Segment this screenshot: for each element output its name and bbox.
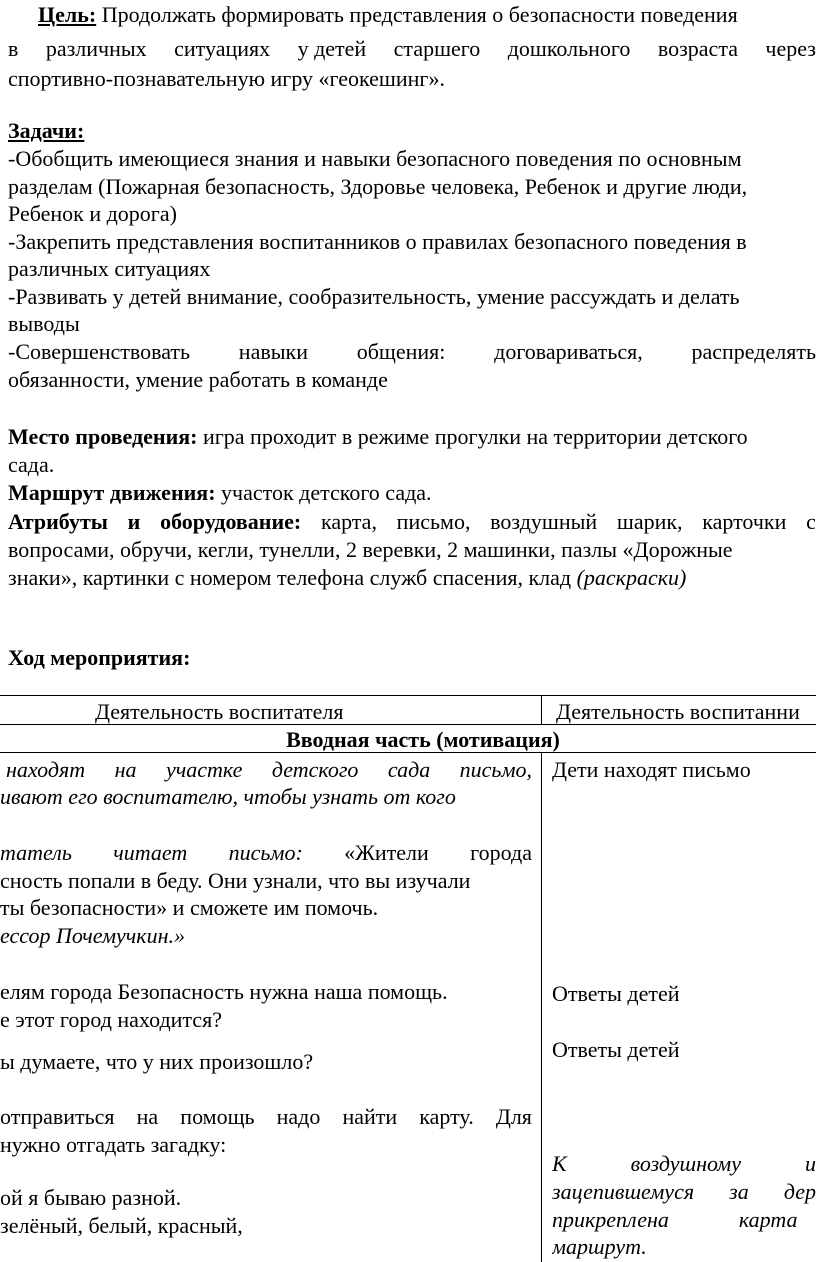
place-line-2: сада.	[8, 452, 55, 477]
left-word: сада	[387, 757, 431, 782]
route-label: Маршрут движения:	[8, 480, 216, 505]
left-word: отправиться	[0, 1104, 115, 1129]
left-row: сность попали в беду. Они узнали, что вы изучали	[0, 868, 471, 893]
left-word: детского	[271, 757, 359, 782]
right-word: К	[552, 1151, 567, 1176]
left-row	[6, 757, 532, 783]
right-row: Ответы детей	[552, 1037, 680, 1062]
left-word: письмо:	[228, 840, 303, 865]
task-line: разделам (Пожарная безопасность, Здоровье человека, Ребенок и другие люди,	[8, 174, 748, 199]
task-line: -Закрепить представления воспитанников о правилах безопасного поведения в	[8, 229, 747, 254]
left-row: е этот город находится?	[0, 1007, 222, 1032]
task-line: Ребенок и дорога)	[8, 201, 177, 226]
left-word: помощь	[180, 1104, 255, 1129]
course-title: Ход мероприятия:	[8, 645, 191, 670]
right-word: за	[729, 1179, 749, 1204]
equipment-label-word: и	[127, 509, 141, 534]
task-line: -Развивать у детей внимание, сообразительность, умение рассуждать и делать	[8, 284, 740, 309]
left-word: надо	[276, 1104, 321, 1129]
left-row: нужно отгадать загадку:	[0, 1132, 227, 1157]
task-word: договариваться,	[494, 339, 643, 364]
task-line: -Обобщить имеющиеся знания и навыки безопасного поведения по основным	[8, 146, 742, 171]
equipment-word: шарик,	[616, 509, 683, 534]
goal-text: Продолжать формировать представления о безопасности поведения	[101, 2, 738, 27]
equipment-label-word: Атрибуты	[8, 509, 108, 534]
left-word: города	[470, 840, 532, 865]
left-word: письмо,	[459, 757, 532, 782]
left-word: на	[136, 1104, 159, 1129]
left-row	[0, 840, 532, 866]
left-word: на	[114, 757, 137, 782]
right-word: прикреплена	[552, 1207, 669, 1232]
right-word: дер	[783, 1179, 816, 1204]
task-word: общения:	[356, 339, 446, 364]
tasks-heading: Задачи:	[8, 118, 85, 143]
left-word: находят	[6, 757, 86, 782]
left-word: карту.	[419, 1104, 474, 1129]
right-row: Дети находят письмо	[552, 757, 751, 782]
goal-word: возраста	[657, 36, 738, 61]
route-text: участок детского сада.	[215, 480, 432, 505]
right-word: воздушному	[630, 1151, 741, 1176]
header-children: Деятельность воспитанни	[556, 699, 800, 724]
table-column-divider	[541, 752, 542, 1262]
left-row: ты безопасности» и сможете им помочь.	[0, 895, 379, 920]
goal-word: старшего	[393, 36, 481, 61]
left-word: Для	[495, 1104, 532, 1129]
right-row: маршрут.	[552, 1234, 647, 1259]
header-educator: Деятельность воспитателя	[95, 699, 344, 724]
right-row	[552, 1151, 816, 1177]
goal-word: в	[8, 36, 19, 61]
table-column-divider	[541, 695, 542, 724]
left-word: татель	[0, 840, 72, 865]
table-border-top	[0, 695, 816, 696]
equipment-line-2: вопросами, обручи, кегли, тунелли, 2 веревки, 2 машинки, пазлы «Дорожные	[8, 537, 733, 562]
left-row: ой я бываю разной.	[0, 1185, 182, 1210]
task-word: -Совершенствовать	[8, 339, 191, 364]
task-line: различных ситуациях	[8, 256, 211, 281]
left-word: читает	[113, 840, 188, 865]
goal-word: через	[765, 36, 816, 61]
goal-word: дошкольного	[507, 36, 631, 61]
left-row: ивают его воспитателю, чтобы узнать от кого	[0, 784, 456, 809]
task-line: выводы	[8, 311, 80, 336]
left-row: зелёный, белый, красный,	[0, 1213, 243, 1238]
left-word: найти	[342, 1104, 398, 1129]
equipment-text: знаки», картинки с номером телефона служб спасения, клад	[8, 565, 577, 590]
equipment-word: письмо,	[396, 509, 471, 534]
task-line: обязанности, умение работать в команде	[8, 367, 388, 392]
equipment-word: воздушный	[490, 509, 598, 534]
equipment-label-word: оборудование:	[160, 509, 302, 534]
equipment-italic: (раскраски)	[576, 565, 687, 590]
goal-word: различных	[45, 36, 147, 61]
left-word: участке	[165, 757, 243, 782]
section-title: Вводная часть (мотивация)	[286, 727, 560, 752]
left-row	[0, 1104, 532, 1130]
place-label: Место проведения:	[8, 424, 198, 449]
right-word: и	[805, 1151, 816, 1176]
goal-word: у детей	[297, 36, 367, 61]
goal-word: ситуациях	[174, 36, 271, 61]
right-word: зацепившемуся	[552, 1179, 695, 1204]
right-row	[552, 1179, 816, 1205]
left-row: ессор Почемучкин.»	[0, 923, 185, 948]
left-word: «Жители	[344, 840, 429, 865]
equipment-word: с	[806, 509, 816, 534]
right-word: карта	[738, 1207, 798, 1232]
equipment-word: карточки	[702, 509, 787, 534]
right-row: Ответы детей	[552, 981, 680, 1006]
left-row: елям города Безопасность нужна наша помощь.	[0, 979, 448, 1004]
equipment-word: карта,	[320, 509, 377, 534]
right-row	[552, 1207, 816, 1233]
left-row: ы думаете, что у них произошло?	[0, 1049, 314, 1074]
task-word: навыки	[238, 339, 308, 364]
place-text: игра проходит в режиме прогулки на территории детского	[197, 424, 748, 449]
goal-line-3: спортивно-познавательную игру «геокешинг».	[8, 66, 445, 91]
task-word: распределять	[691, 339, 816, 364]
goal-label: Цель:	[38, 2, 97, 27]
